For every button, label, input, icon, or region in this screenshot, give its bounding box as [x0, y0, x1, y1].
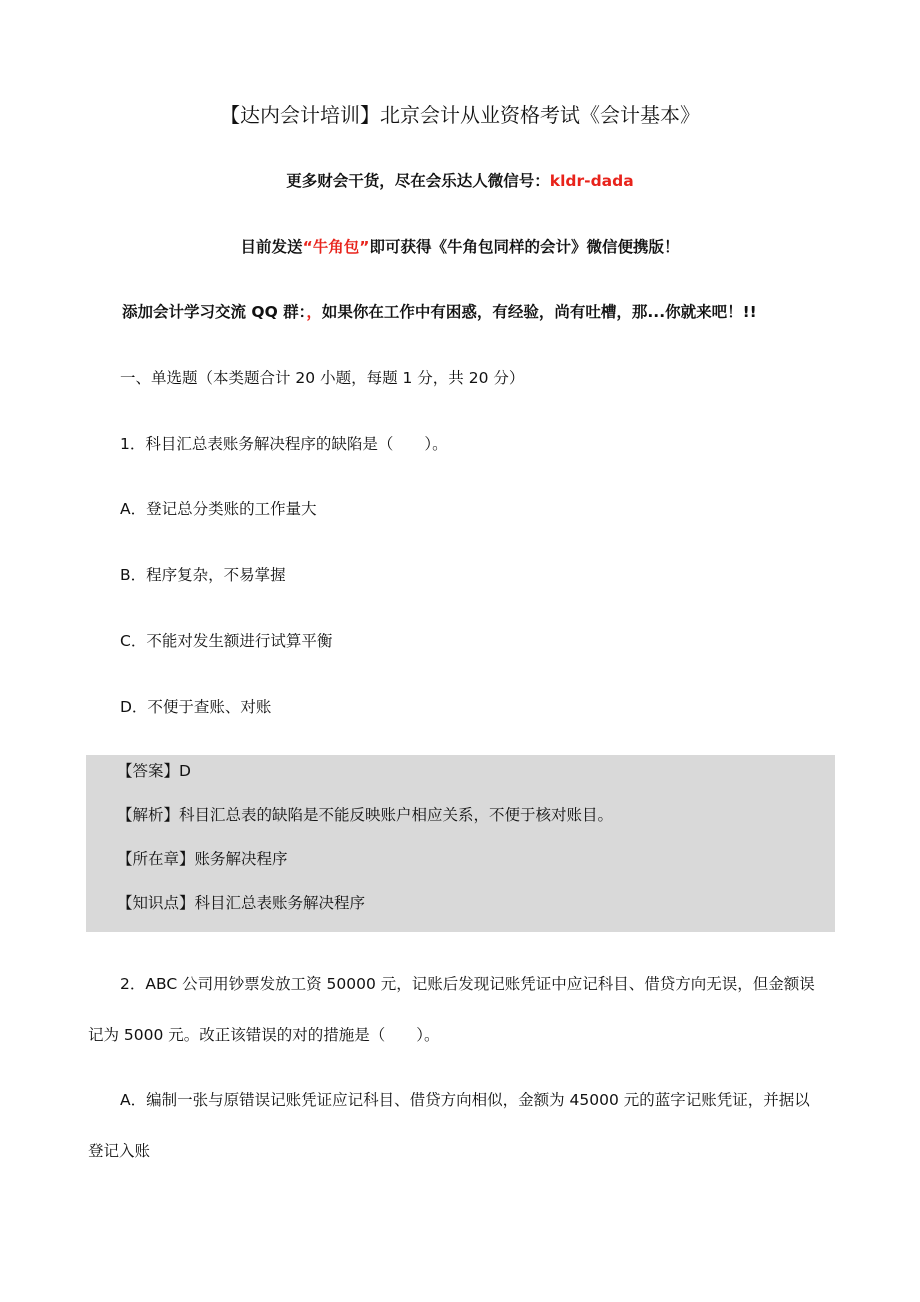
question-1-option-d: D．不便于查账、对账 — [120, 698, 272, 716]
promo-keyword-line — [0, 236, 920, 258]
question-1-option-b: B．程序复杂，不易掌握 — [120, 566, 286, 584]
answer-box — [86, 755, 835, 932]
promo-keyword: “牛角包” — [302, 238, 370, 256]
promo-qq-prefix: 添加会计学习交流 QQ 群： — [122, 303, 307, 321]
question-2-option-a-line-2: 登记入账 — [88, 1142, 151, 1160]
promo-wechat-line — [0, 170, 920, 192]
question-2-stem-line-1: 2．ABC 公司用钞票发放工资 50000 元，记账后发现记账凭证中应记科目、借贷方向无误，但金额误 — [120, 975, 815, 993]
question-1-stem: 1．科目汇总表账务解决程序的缺陷是（ ）。 — [120, 435, 448, 453]
promo-keyword-prefix: 目前发送 — [240, 238, 303, 256]
question-1-option-c: C．不能对发生额进行试算平衡 — [120, 632, 333, 650]
document-title: 【达内会计培训】北京会计从业资格考试《会计基本》 — [220, 103, 700, 127]
knowledge-point-label: 【知识点】科目汇总表账务解决程序 — [117, 894, 366, 912]
promo-qq-line — [122, 301, 757, 323]
promo-wechat-text: 更多财会干货，尽在会乐达人微信号： — [286, 172, 550, 190]
question-2-option-a-line-1: A．编制一张与原错误记账凭证应记科目、借贷方向相似，金额为 45000 元的蓝字记账凭证，并据以 — [120, 1091, 810, 1109]
promo-keyword-suffix: 即可获得《牛角包同样的会计》微信便携版！ — [369, 238, 680, 256]
question-2-stem-line-2: 记为 5000 元。改正该错误的对的措施是（ ）。 — [88, 1026, 440, 1044]
chapter-label: 【所在章】账务解决程序 — [117, 850, 288, 868]
promo-qq-suffix: 如果你在工作中有困惑，有经验，尚有吐槽，那...你就来吧！!! — [321, 303, 757, 321]
analysis-label: 【解析】科目汇总表的缺陷是不能反映账户相应关系，不便于核对账目。 — [117, 806, 614, 824]
answer-label: 【答案】D — [117, 762, 191, 780]
wechat-id: kldr-dada — [549, 172, 634, 190]
section-heading: 一、单选题（本类题合计 20 小题，每题 1 分，共 20 分） — [120, 369, 525, 387]
promo-qq-comma: ， — [306, 303, 322, 321]
question-1-option-a: A．登记总分类账的工作量大 — [120, 500, 317, 518]
